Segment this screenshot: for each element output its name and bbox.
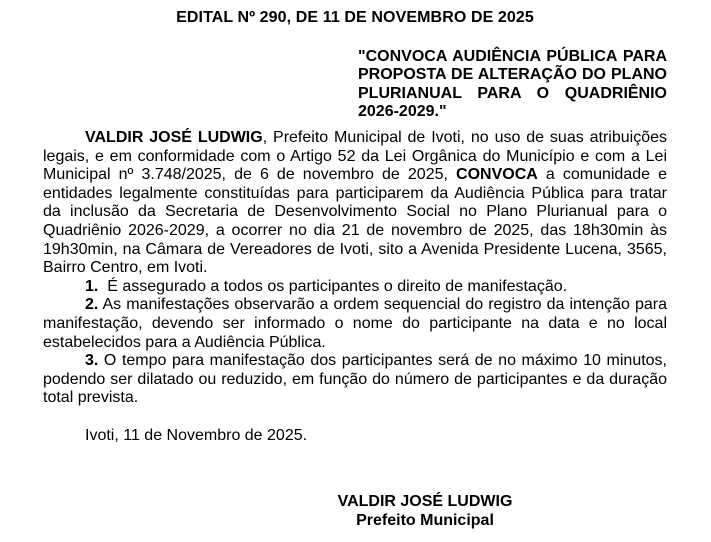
bold-text-segment: VALDIR JOSÉ LUDWIG	[85, 128, 263, 146]
epigraph-summary: "CONVOCA AUDIÊNCIA PÚBLICA PARA PROPOSTA DE ALTERAÇÃO DO PLANO PLURIANUAL PARA O QUADRIÊNIO 2026-2029."	[358, 47, 667, 121]
paragraph-item-1	[43, 278, 667, 297]
paragraph-item-3	[43, 352, 667, 408]
text-segment: É assegurado a todos os participantes o direito de manifestação.	[98, 277, 568, 295]
signature-block	[183, 493, 667, 530]
bold-text-segment: 3.	[85, 352, 99, 370]
date-line: Ivoti, 11 de Novembro de 2025.	[85, 426, 308, 444]
paragraph-preamble	[43, 129, 667, 278]
bold-text-segment: 2.	[85, 296, 99, 314]
signature-role: Prefeito Municipal	[356, 512, 494, 530]
document-title: EDITAL Nº 290, DE 11 DE NOVEMBRO DE 2025	[176, 9, 534, 26]
text-segment: As manifestações observarão a ordem sequencial do registro da intenção para manifestação, devendo ser informado o nome do participante na data e no local estabelecidos para a Audiência Pública.	[43, 296, 667, 351]
text-segment: O tempo para manifestação dos participantes será de no máximo 10 minutos, podendo ser dilatado ou reduzido, em função do número de participantes e da duração total prevista.	[43, 352, 667, 407]
signature-name: VALDIR JOSÉ LUDWIG	[337, 493, 513, 511]
text-segment: , Prefeito Municipal de Ivoti, no uso de suas atribuições legais, e em conformidade com o Artigo 52 da Lei Orgânica do Município e com a Lei Municipal nº 3.748/2025, de 6 de novembro de 2025,	[43, 128, 667, 184]
paragraph-item-2	[43, 296, 667, 352]
bold-text-segment: 1.	[85, 277, 99, 295]
bold-text-segment: CONVOCA	[456, 166, 538, 184]
text-segment: a comunidade e entidades legalmente constituídas para participarem da Audiência Pública para tratar da inclusão da Secretaria de Desenvolvimento Social no Plano Plurianual para o Quadriênio 2026-2029, a ocorrer no dia 21 de novembro de 2025, das 18h30min às 19h30min, na Câmara de Vereadores de Ivoti, sito a Avenida Presidente Lucena, 3565, Bairro Centro, em Ivoti.	[43, 166, 667, 277]
document-body	[43, 129, 667, 408]
